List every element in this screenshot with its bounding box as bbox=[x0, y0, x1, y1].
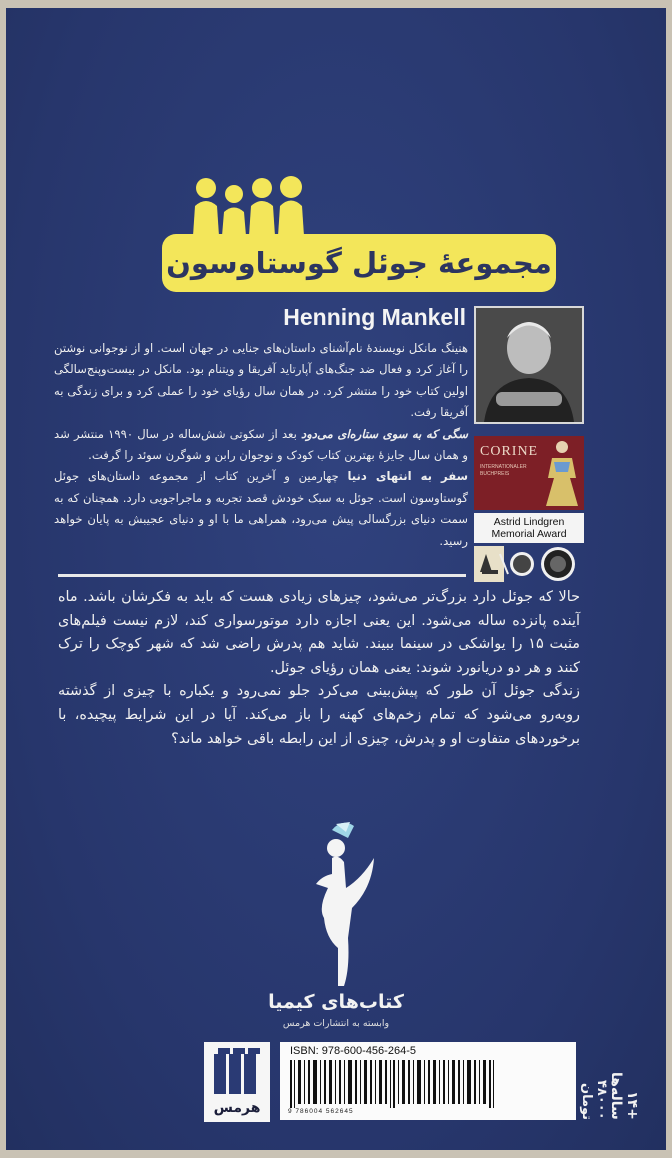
astrid-lindgren-award-badge bbox=[474, 513, 584, 543]
isbn-number: ISBN: 978-600-456-264-5 bbox=[290, 1045, 416, 1057]
bio-text: بعد از سکوتی شش‌ساله در سال ۱۹۹۰ منتشر شد و همان سال جایزهٔ بهترین کتاب کودک و نوجوان رابن و شوگرن سوئد را گرفت. bbox=[54, 426, 468, 463]
corine-award-badge bbox=[474, 436, 584, 510]
winged-child-logo-icon bbox=[302, 818, 382, 988]
barcode-digits: 9 786004 562645 bbox=[288, 1108, 354, 1115]
book-title: سفر به انتهای دنیا bbox=[347, 469, 468, 484]
author-bio bbox=[54, 338, 468, 552]
astrid-award-line: Memorial Award bbox=[491, 528, 567, 540]
age-rating: +۱۴ ساله‌ها bbox=[608, 1072, 640, 1120]
hermes-label: هرمس bbox=[213, 1100, 261, 1116]
corine-title: CORINE bbox=[480, 444, 539, 459]
corine-subtitle: INTERNATIONALER BUCHPREIS bbox=[480, 464, 527, 477]
books-logo-icon bbox=[204, 1042, 270, 1098]
series-title: مجموعهٔ جوئل گوستاوسون bbox=[166, 246, 552, 280]
lady-figure-icon bbox=[542, 438, 582, 508]
bio-paragraph bbox=[54, 466, 468, 552]
publisher-subtitle: وابسته به انتشارات هرمس bbox=[282, 1018, 390, 1029]
synopsis-paragraph: حالا که جوئل دارد بزرگ‌تر می‌شود، چیزهای زیادی هست که باید به فکرشان باشد. ماه آینده پانزده ساله می‌شود. این یعنی اجازه دارد موتورسواری کند، لازم نیست فیلم‌های مثبت ۱۵ را یواشکی در سینما ببیند. شاید هم پدرش راضی شد که شهر کوچک را ترک کنند و هر دو دریانورد شوند: یعنی همان رؤیای جوئل. bbox=[58, 589, 580, 676]
book-synopsis bbox=[58, 586, 580, 751]
bio-paragraph: هنینگ مانکل نویسندهٔ نام‌آشنای داستان‌های جنایی در جهان است. او از نوجوانی نوشتن را آغاز کرد و فعال ضد جنگ‌های آپارتاید آفریقا و ویتنام بود. مانکل در بیست‌وپنج‌سالگی اولین کتاب خود را منتشر کرد. در همان سال رؤیای خود را عملی کرد و برای زندگی به آفریقا رفت. bbox=[54, 341, 468, 420]
book-back-cover bbox=[6, 8, 666, 1150]
synopsis-paragraph: زندگی جوئل آن طور که پیش‌بینی می‌کرد جلو نمی‌رود و یکباره با چیزی از گذشته روبه‌رو می‌شود که تمام زخم‌های کهنه را باز می‌کند. آیا در این شرایط پیچیده، با برخوردهای متفاوت او و پدرش، چیزی از این رابطه باقی خواهد ماند؟ bbox=[58, 683, 580, 747]
barcode-icon bbox=[290, 1060, 566, 1108]
award-seals-icon bbox=[474, 546, 584, 582]
section-divider bbox=[58, 574, 466, 577]
price-label: ۴۸۰۰۰ تومان bbox=[579, 1080, 609, 1120]
author-portrait-photo bbox=[474, 306, 584, 424]
book-title: سگی که به سوی ستاره‌ای می‌دود bbox=[301, 426, 468, 441]
series-banner bbox=[162, 234, 556, 292]
hermes-logo bbox=[204, 1042, 270, 1122]
portrait-icon bbox=[476, 308, 582, 422]
astrid-award-line: Astrid Lindgren bbox=[493, 516, 565, 528]
author-name: Henning Mankell bbox=[283, 304, 466, 330]
children-silhouettes-icon bbox=[190, 176, 310, 236]
publisher-name: کتاب‌های کیمیا bbox=[268, 991, 404, 1013]
bio-text: چهارمین و آخرین کتاب از مجموعه داستان‌های جوئل گوستاوسون است. جوئل به سبک خودش قصد تجربه و ماجراجویی دارد. همچنان که به سمت دنیای بزرگسالی پیش می‌رود، همراهی ما با او و دنیای عجیبش به پایان خواهد رسید. bbox=[54, 469, 468, 548]
bio-paragraph bbox=[54, 424, 468, 467]
isbn-barcode bbox=[280, 1042, 576, 1120]
